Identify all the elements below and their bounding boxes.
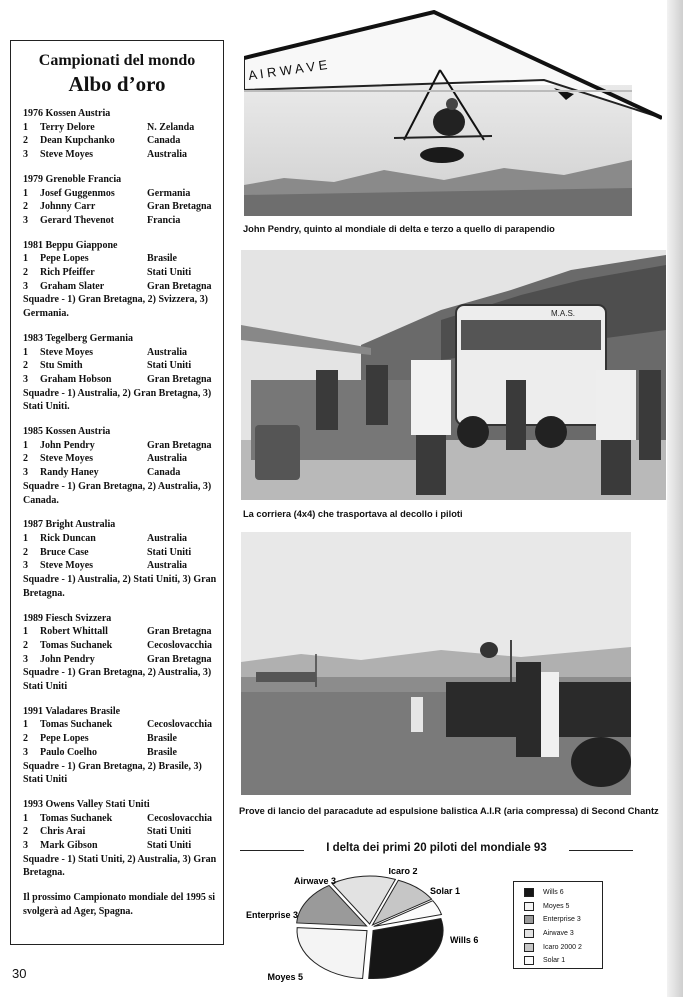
result-country: Stati Uniti: [147, 360, 192, 372]
result-country: Cecoslovacchia: [147, 719, 212, 731]
bus-text: M.A.S.: [551, 309, 576, 318]
result-name: Tomas Suchanek: [40, 719, 113, 731]
parachute-test-image: [241, 532, 631, 795]
championship-title: 1979 Grenoble Francia: [23, 173, 122, 185]
result-name: Rick Duncan: [40, 532, 96, 544]
photo-bus: [241, 250, 666, 500]
team-results: Squadre - 1) Stati Uniti, 2) Australia, 3) Gran Bretagna.: [23, 853, 217, 879]
pie-chart: [238, 868, 488, 983]
result-pos: 3: [23, 373, 28, 385]
result-row: [23, 134, 223, 148]
result-name: Terry Delore: [40, 121, 95, 133]
championship-block: [23, 705, 223, 787]
legend-label: Airwave 3: [543, 930, 574, 938]
result-name: Dean Kupchanko: [40, 135, 115, 147]
legend-swatch: [524, 915, 534, 924]
result-pos: 2: [23, 733, 28, 745]
result-name: Rich Pfeiffer: [40, 267, 95, 279]
photo-parachute-test: [241, 532, 631, 795]
result-pos: 2: [23, 546, 28, 558]
result-row: [23, 825, 223, 839]
legend-item: [524, 954, 602, 968]
championship-block: [23, 798, 223, 880]
result-row: [23, 839, 223, 853]
result-row: [23, 532, 223, 546]
team-results: Squadre - 1) Australia, 2) Stati Uniti, 3) Gran Bretagna.: [23, 574, 217, 599]
legend-label: Moyes 5: [543, 902, 570, 910]
result-country: Gran Bretagna: [147, 653, 212, 665]
result-name: Josef Guggenmos: [40, 187, 115, 199]
result-name: Pepe Lopes: [40, 733, 89, 745]
result-country: Cecoslovacchia: [147, 639, 212, 651]
result-country: Australia: [147, 532, 187, 544]
result-pos: 2: [23, 135, 28, 147]
result-pos: 3: [23, 280, 28, 292]
result-row: [23, 439, 223, 453]
legend-label: Icaro 2000 2: [543, 943, 582, 951]
result-pos: 3: [23, 560, 28, 572]
result-row: [23, 546, 223, 560]
championship-title: 1989 Fiesch Svizzera: [23, 612, 112, 624]
result-name: Pepe Lopes: [40, 253, 89, 265]
result-country: Canada: [147, 467, 181, 479]
result-row: [23, 252, 223, 266]
pie-slice-label: Solar 1: [430, 886, 461, 896]
sail-text: A I R W A V E: [247, 57, 329, 83]
result-country: Cecoslovacchia: [147, 812, 212, 824]
result-pos: 1: [23, 439, 28, 451]
pie-slice-label: Enterprise 3: [245, 910, 298, 920]
result-row: [23, 200, 223, 214]
result-row: [23, 559, 223, 573]
legend-swatch: [524, 943, 534, 952]
result-country: Stati Uniti: [147, 840, 192, 852]
championship-block: [23, 518, 223, 600]
result-name: Tomas Suchanek: [40, 639, 113, 651]
result-country: Australia: [147, 453, 187, 465]
result-country: Brasile: [147, 746, 177, 758]
result-country: Francia: [147, 214, 181, 226]
chart-title-text: I delta dei primi 20 piloti del mondiale 93: [320, 842, 552, 854]
photo-hang-glider: [244, 10, 662, 216]
result-pos: 2: [23, 267, 28, 279]
result-row: [23, 452, 223, 466]
result-pos: 1: [23, 626, 28, 638]
championship-block: [23, 173, 223, 228]
result-pos: 1: [23, 812, 28, 824]
championship-block: [23, 332, 223, 414]
result-name: Steve Moyes: [40, 560, 94, 572]
pie-slice: [297, 928, 367, 979]
result-pos: 3: [23, 840, 28, 852]
result-country: Stati Uniti: [147, 826, 192, 838]
result-pos: 3: [23, 214, 28, 226]
page-number: 30: [12, 966, 27, 981]
caption-photo-1: John Pendry, quinto al mondiale di delta e terzo a quello di parapendio: [243, 224, 555, 234]
legend-item: [524, 913, 602, 927]
result-name: John Pendry: [40, 653, 95, 665]
result-row: [23, 214, 223, 228]
result-name: Randy Haney: [40, 467, 99, 479]
result-country: Gran Bretagna: [147, 201, 212, 213]
result-pos: 1: [23, 121, 28, 133]
result-name: Steve Moyes: [40, 149, 94, 161]
result-row: [23, 639, 223, 653]
championship-title: 1993 Owens Valley Stati Uniti: [23, 798, 150, 810]
result-row: [23, 466, 223, 480]
chart-legend: [513, 881, 603, 969]
result-pos: 3: [23, 149, 28, 161]
result-pos: 3: [23, 746, 28, 758]
result-name: Chris Arai: [40, 826, 86, 838]
pie-slice-label: Wills 6: [450, 935, 479, 945]
championship-title: 1985 Kossen Austria: [23, 426, 111, 438]
result-country: Brasile: [147, 253, 177, 265]
legend-label: Wills 6: [543, 889, 564, 897]
result-pos: 2: [23, 201, 28, 213]
pie-slice-label: Airwave 3: [293, 876, 336, 886]
result-pos: 2: [23, 360, 28, 372]
result-country: Australia: [147, 149, 187, 161]
result-pos: 2: [23, 453, 28, 465]
result-pos: 3: [23, 467, 28, 479]
result-row: [23, 346, 223, 360]
pie-slice-label: Icaro 2: [388, 868, 418, 876]
caption-photo-3: Prove di lancio del paracadute ad espulsione balistica A.I.R (aria compressa) di Second Chantz: [239, 806, 659, 816]
result-pos: 2: [23, 639, 28, 651]
result-row: [23, 718, 223, 732]
result-country: Brasile: [147, 733, 177, 745]
pie-slice: [369, 919, 443, 979]
result-name: Gerard Thevenot: [40, 214, 114, 226]
result-name: Graham Slater: [40, 280, 105, 292]
result-country: Gran Bretagna: [147, 439, 212, 451]
result-name: John Pendry: [40, 439, 95, 451]
result-row: [23, 280, 223, 294]
result-name: Bruce Case: [40, 546, 89, 558]
result-row: [23, 148, 223, 162]
legend-swatch: [524, 902, 534, 911]
legend-swatch: [524, 929, 534, 938]
championships-list: [23, 107, 223, 880]
albo-doro-box: [10, 40, 224, 945]
result-country: Germania: [147, 187, 191, 199]
result-pos: 3: [23, 653, 28, 665]
championship-title: 1987 Bright Australia: [23, 519, 116, 531]
legend-label: Enterprise 3: [543, 916, 581, 924]
result-pos: 1: [23, 346, 28, 358]
result-pos: 1: [23, 253, 28, 265]
championship-title: 1991 Valadares Brasile: [23, 705, 121, 717]
result-row: [23, 187, 223, 201]
bus-image: [241, 250, 666, 500]
legend-label: Solar 1: [543, 957, 566, 965]
team-results: Squadre - 1) Gran Bretagna, 2) Australia, 3) Stati Uniti: [23, 667, 212, 693]
result-row: [23, 121, 223, 135]
championship-title: 1976 Kossen Austria: [23, 108, 111, 119]
chart-title: [240, 842, 633, 858]
championship-title: 1981 Beppu Giappone: [23, 239, 118, 251]
team-results: Squadre - 1) Gran Bretagna, 2) Brasile, 3) Stati Uniti: [23, 760, 202, 786]
legend-item: [524, 940, 602, 954]
team-results: Squadre - 1) Gran Bretagna, 2) Svizzera, 3) Germania.: [23, 294, 208, 320]
result-pos: 1: [23, 719, 28, 731]
result-country: Gran Bretagna: [147, 626, 212, 638]
result-row: [23, 812, 223, 826]
next-championship-note: Il prossimo Campionato mondiale del 1995 si svolgerà ad Ager, Spagna.: [23, 892, 216, 917]
legend-swatch: [524, 888, 534, 897]
championship-block: [23, 107, 223, 162]
albo-subtitle: Albo d’oro: [68, 72, 166, 96]
championship-block: [23, 239, 223, 321]
result-country: Stati Uniti: [147, 267, 192, 279]
result-country: N. Zelanda: [147, 121, 195, 133]
result-row: [23, 653, 223, 667]
result-name: Paulo Coelho: [40, 746, 97, 758]
result-country: Gran Bretagna: [147, 373, 212, 385]
result-pos: 1: [23, 187, 28, 199]
result-row: [23, 625, 223, 639]
result-row: [23, 732, 223, 746]
legend-swatch: [524, 956, 534, 965]
albo-title: Campionati del mondo: [38, 52, 196, 69]
result-row: [23, 373, 223, 387]
championship-block: [23, 425, 223, 507]
result-name: Tomas Suchanek: [40, 812, 113, 824]
result-name: Graham Hobson: [40, 373, 112, 385]
pie-slice-label: Moyes 5: [267, 972, 303, 982]
result-country: Gran Bretagna: [147, 280, 212, 292]
legend-item: [524, 886, 602, 900]
page-edge: [667, 0, 683, 997]
team-results: Squadre - 1) Gran Bretagna, 2) Australia, 3) Canada.: [23, 480, 212, 506]
result-country: Canada: [147, 135, 181, 147]
championship-block: [23, 612, 223, 694]
hang-glider-image: [244, 10, 662, 216]
result-country: Australia: [147, 346, 187, 358]
result-country: Stati Uniti: [147, 546, 192, 558]
result-name: Stu Smith: [40, 360, 83, 372]
result-pos: 1: [23, 532, 28, 544]
result-name: Robert Whittall: [40, 626, 108, 638]
result-name: Steve Moyes: [40, 453, 94, 465]
result-name: Steve Moyes: [40, 346, 94, 358]
result-row: [23, 266, 223, 280]
result-row: [23, 359, 223, 373]
result-name: Johnny Carr: [40, 201, 96, 213]
championship-title: 1983 Tegelberg Germania: [23, 332, 133, 344]
caption-photo-2: La corriera (4x4) che trasportava al decollo i piloti: [243, 509, 463, 519]
result-pos: 2: [23, 826, 28, 838]
legend-item: [524, 927, 602, 941]
result-country: Australia: [147, 560, 187, 572]
legend-item: [524, 900, 602, 914]
result-name: Mark Gibson: [40, 840, 98, 852]
result-row: [23, 746, 223, 760]
team-results: Squadre - 1) Australia, 2) Gran Bretagna, 3) Stati Uniti.: [23, 387, 212, 413]
